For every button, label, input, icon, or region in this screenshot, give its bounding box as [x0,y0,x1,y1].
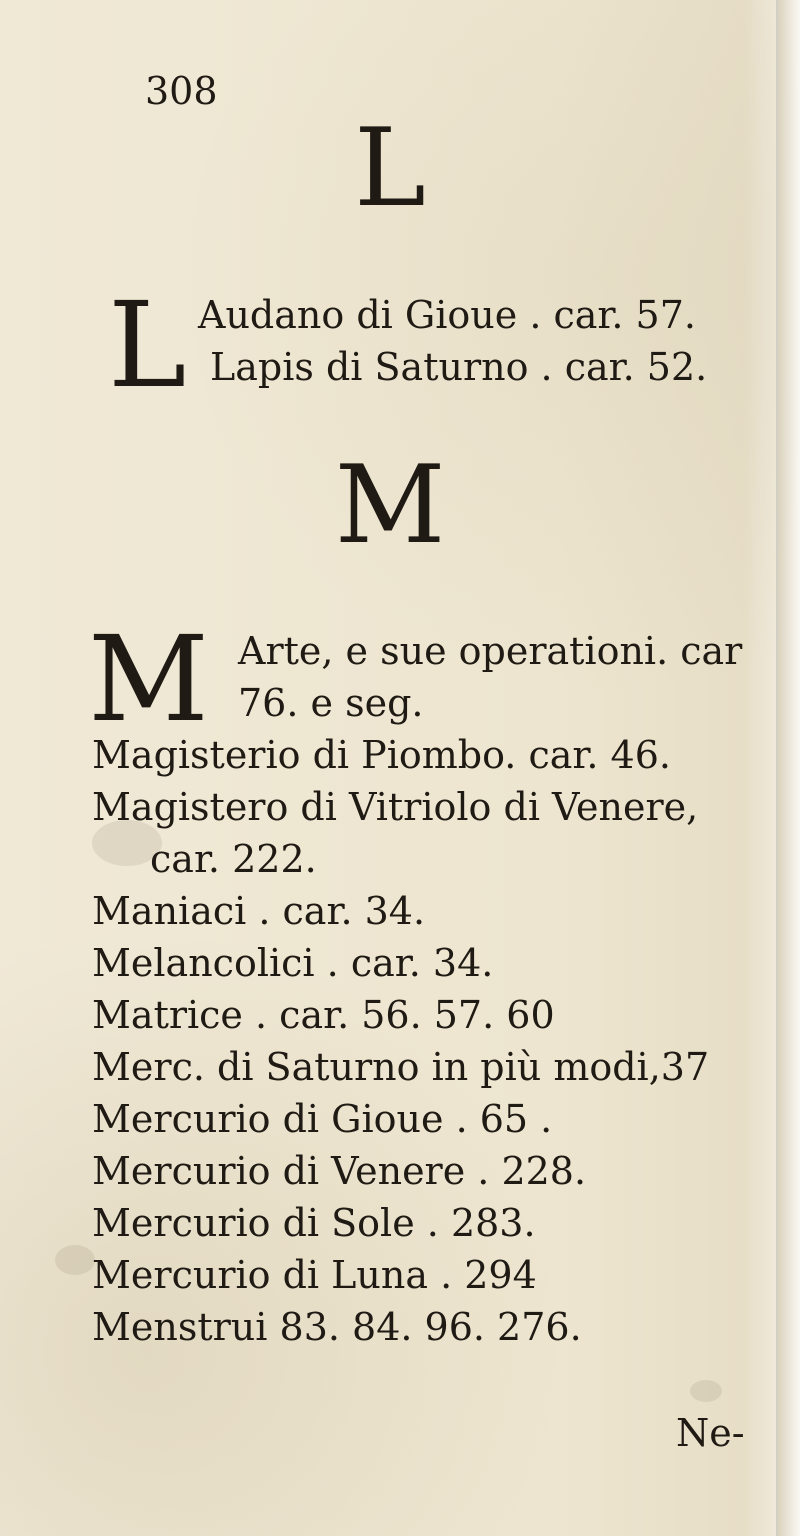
paper-stain [690,1380,722,1402]
index-entry: Mercurio di Luna . 294 [92,1253,537,1297]
index-entry: Merc. di Saturno in più modi,37 [92,1045,710,1089]
paper-stain [55,1245,95,1275]
drop-cap-l: L [108,276,187,414]
index-entry: Mercurio di Sole . 283. [92,1201,536,1245]
index-entry: Lapis di Saturno . car. 52. [210,345,708,389]
page-number: 308 [145,69,218,113]
catchword: Ne- [676,1411,745,1455]
index-entry: Maniaci . car. 34. [92,889,426,933]
page-gutter [776,0,800,1536]
index-entry: Audano di Gioue . car. 57. [198,293,696,337]
drop-cap-m: M [88,610,209,748]
section-heading-l: L [354,106,426,231]
index-entry: Mercurio di Venere . 228. [92,1149,587,1193]
index-entry: 76. e seg. [238,681,424,725]
index-entry: Magisterio di Piombo. car. 46. [92,733,671,777]
index-entry: Matrice . car. 56. 57. 60 [92,993,555,1037]
index-entry: Mercurio di Gioue . 65 . [92,1097,553,1141]
section-heading-m: M [334,443,446,568]
index-entry: Arte, e sue operationi. car [238,629,743,673]
index-entry: Menstrui 83. 84. 96. 276. [92,1305,582,1349]
index-entry: Magistero di Vitriolo di Venere, [92,785,699,829]
index-entry: Melancolici . car. 34. [92,941,494,985]
index-entry: car. 222. [150,837,317,881]
